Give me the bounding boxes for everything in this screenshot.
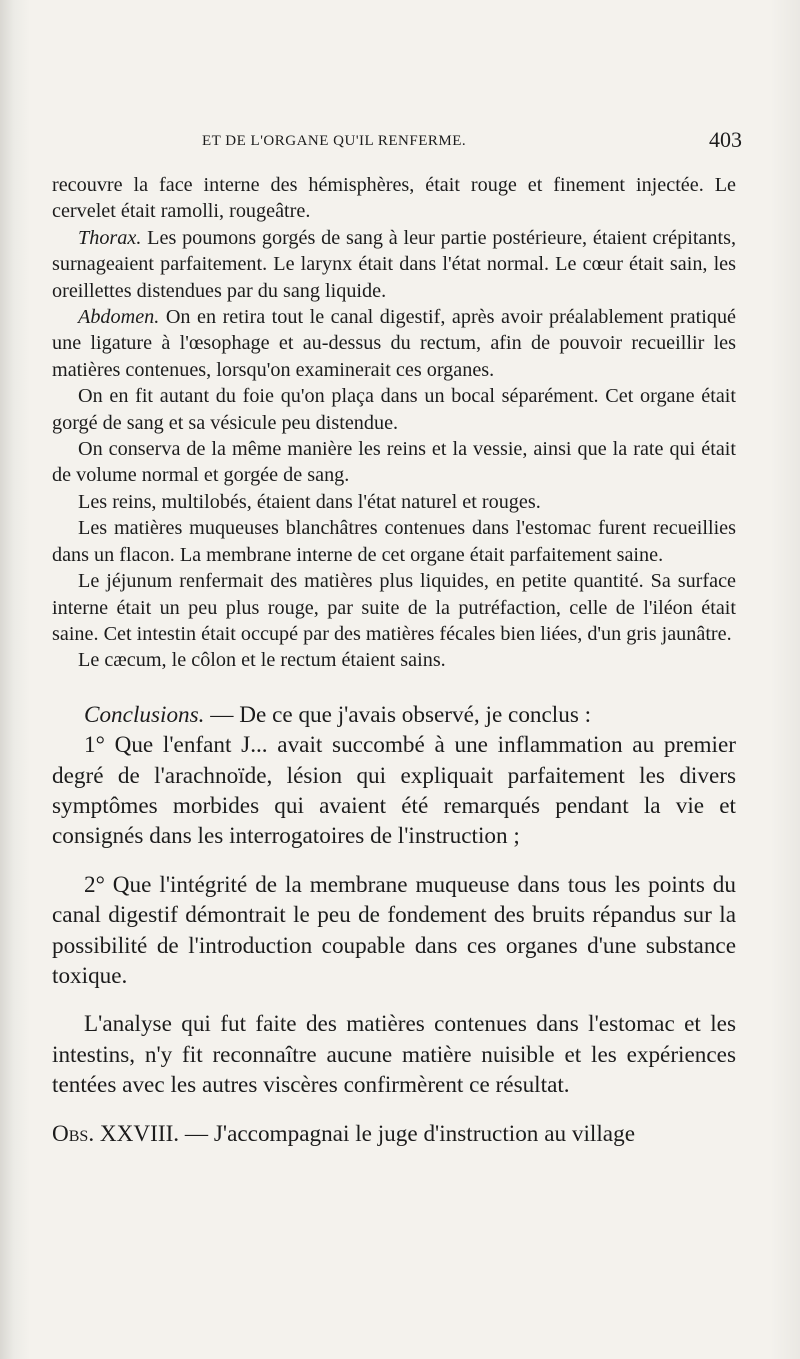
spacer: [52, 674, 736, 700]
observation-label: Obs. XXVIII.: [52, 1120, 180, 1147]
paragraph-stomach: Les matières muqueuses blanchâtres contenues dans l'estomac furent recueillies dans un flacon. La membrane interne de cet organe était parfaitement saine.: [52, 517, 736, 566]
paragraph-conclusions: Conclusions. — De ce que j'avais observé, je conclus :: [84, 701, 592, 728]
paragraph-liver: On en fit autant du foie qu'on plaça dans un bocal séparément. Cet organe était gorgé de sang et sa vésicule peu distendue.: [52, 385, 736, 434]
spacer: [52, 1101, 736, 1119]
paragraph-hemispheres: recouvre la face interne des hémisphères, était rouge et finement injectée. Le cervelet était ramolli, rougeâtre.: [52, 174, 736, 223]
paragraph-kidneys-bladder: On conserva de la même manière les reins et la vessie, ainsi que la rate qui était de volume normal et gorgée de sang.: [52, 438, 736, 487]
page-number: 403: [709, 127, 742, 152]
section-label-conclusions: Conclusions.: [84, 701, 205, 728]
paragraph-jejunum: Le jéjunum renfermait des matières plus liquides, en petite quantité. Sa surface interne était un peu plus rouge, par suite de la putréfaction, celle de l'iléon était saine. Cet intestin était occupé par des matières fécales bien liées, d'un gris jaunâtre.: [52, 570, 736, 645]
spacer: [52, 991, 736, 1009]
paragraph-abdomen: Abdomen. On en retira tout le canal digestif, après avoir préalablement pratiqué une ligature à l'œsophage et au-dessus du rectum, afin de pouvoir recueillir les matières contenues, lorsqu'on examinerait ces organes.: [52, 306, 736, 381]
paragraph-kidneys: Les reins, multilobés, étaient dans l'état naturel et rouges.: [78, 490, 541, 513]
running-title: ET DE L'ORGANE QU'IL RENFERME.: [202, 133, 467, 149]
paragraph-caecum: Le cæcum, le côlon et le rectum étaient sains.: [78, 649, 446, 672]
paragraph-thorax: Thorax. Les poumons gorgés de sang à leur partie postérieure, étaient crépitants, surnageaient parfaitement. Le larynx était dans l'état normal. Le cœur était sain, les oreillettes distendues par du sang liquide.: [52, 226, 736, 302]
section-label-thorax: Thorax.: [78, 226, 142, 249]
spacer: [52, 852, 736, 870]
conclusion-1: 1° Que l'enfant J... avait succombé à une inflammation au premier degré de l'arachnoïde, lésion qui expliquait parfaitement les divers symptômes morbides qui avaient été remarqués pendant la vie et consignés dans les interrogatoires de l'instruction ;: [52, 732, 736, 850]
running-head: [52, 127, 742, 163]
body-text: [52, 172, 736, 1149]
observation-xxviii: Obs. XXVIII. — J'accompagnai le juge d'instruction au village: [52, 1120, 635, 1147]
conclusion-2: 2° Que l'intégrité de la membrane muqueuse dans tous les points du canal digestif démontrait le peu de fondement des bruits répandus sur la possibilité de l'introduction coupable dans ces organes d'une substance toxique.: [52, 871, 736, 989]
conclusion-analysis: L'analyse qui fut faite des matières contenues dans l'estomac et les intestins, n'y fit reconnaître aucune matière nuisible et les expériences tentées avec les autres viscères confirmèrent ce résultat.: [52, 1011, 736, 1099]
section-label-abdomen: Abdomen.: [78, 306, 160, 329]
